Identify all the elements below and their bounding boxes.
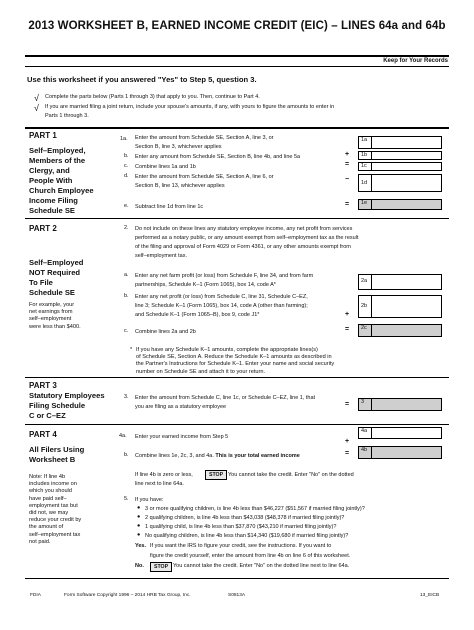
- worksheet-title: 2013 WORKSHEET B, EARNED INCOME CREDIT (EIC) – LINES 64a and 64b: [28, 20, 446, 32]
- stop-badge: STOP: [205, 470, 227, 480]
- op-plus: +: [345, 438, 350, 445]
- box-4b: 4b: [358, 446, 372, 459]
- line-1c-text: Combine lines 1a and 1b: [135, 164, 196, 170]
- line-number: d.: [124, 173, 129, 179]
- footer-code: S0813A: [228, 593, 246, 598]
- footer-left: FDIA: [30, 593, 41, 598]
- line-number: b.: [124, 293, 129, 299]
- line-number: b.: [124, 153, 129, 159]
- line-4b-text: Combine lines 1e, 2c, 3, and 4a. This is your total earned income: [135, 453, 300, 459]
- no-text: You cannot take the credit. Enter "No" on the dotted line next to line 64a.: [173, 563, 350, 569]
- line-1a-text: Enter the amount from Schedule SE, Section A, line 3, or: [135, 135, 274, 141]
- line-number: e.: [124, 203, 129, 209]
- line-5-text: If you have:: [135, 497, 164, 503]
- box-1d: 1d: [358, 174, 372, 192]
- part1-rule: [25, 127, 449, 129]
- zero-text: You cannot take the credit. Enter "No" on the dotted: [228, 472, 354, 478]
- amount-field-2b[interactable]: [372, 295, 442, 318]
- part2-title: Self–Employed NOT Required To File Schedule SE: [29, 258, 84, 297]
- box-1c: 1c: [358, 162, 372, 171]
- box-4a: 4a: [358, 427, 372, 439]
- yes-label: Yes.: [135, 543, 147, 549]
- bullet-text: 2 qualifying children, is line 4b less than $43,038 ($48,378 if married filing jointly)?: [145, 515, 345, 521]
- line-number: 3.: [124, 394, 129, 400]
- amount-field-1c[interactable]: [372, 162, 442, 171]
- line-3-text: Enter the amount from Schedule C, line 1c, or Schedule C–EZ, line 1, that you are filing as a statutory employee: [135, 395, 316, 410]
- bottom-rule: [25, 578, 449, 579]
- keep-records: Keep for Your Records: [383, 58, 448, 64]
- box-1a: 1a: [358, 136, 372, 149]
- op-equals: =: [345, 326, 350, 333]
- title-rule-2: [25, 66, 449, 67]
- part4-rule: [25, 424, 449, 425]
- amount-field-4b[interactable]: [372, 446, 442, 459]
- part4-title: All Filers Using Worksheet B: [29, 445, 85, 464]
- part4-label: PART 4: [29, 430, 57, 439]
- op-equals: =: [345, 450, 350, 457]
- box-3: 3: [358, 398, 372, 411]
- zero-text: If line 4b is zero or less,: [135, 472, 193, 478]
- part1-title: Self–Employed, Members of the Clergy, and People With Church Employee Income Filing Schedule SE: [29, 146, 94, 215]
- intro-line-1: Complete the parts below (Parts 1 through 3) that apply to you. Then, continue to Part 4.: [45, 94, 260, 100]
- bullet-text: 1 qualifying child, is line 4b less than $37,870 ($43,210 if married filing jointly)?: [145, 524, 337, 530]
- line-number: a.: [124, 272, 129, 278]
- intro-line-3: Parts 1 through 3.: [45, 113, 89, 119]
- line-number: 5.: [124, 496, 129, 502]
- op-equals: =: [345, 401, 350, 408]
- line-1b-text: Enter any amount from Schedule SE, Section B, line 4b, and line 5a: [135, 154, 301, 160]
- line-number: b.: [124, 452, 129, 458]
- line-number: c.: [124, 163, 129, 169]
- amount-field-2a[interactable]: [372, 274, 442, 290]
- box-2c: 2c: [358, 324, 372, 337]
- yes-text: If you want the IRS to figure your credit, see the instructions. If you want to: [150, 543, 332, 549]
- bullet-icon: ●: [137, 514, 141, 520]
- line-4a-text: Enter your earned income from Step 5: [135, 434, 229, 440]
- title-rule: [25, 55, 449, 57]
- yes-text: figure the credit yourself, enter the amount from line 4b on line 6 of this worksheet.: [150, 553, 351, 559]
- box-1b: 1b: [358, 151, 372, 160]
- stop-badge: STOP: [150, 562, 172, 572]
- footnote-star: *: [130, 347, 133, 353]
- amount-field-2c[interactable]: [372, 324, 442, 337]
- bullet-text: 3 or more qualifying children, is line 4b less than $46,227 ($51,567 if married filing jointly)?: [145, 506, 365, 512]
- line-1e-text: Subtract line 1d from line 1c: [135, 204, 204, 210]
- line-2-text: Do not include on these lines any statutory employee income, any net profit from services performed as a notary public, or any amount exempt from self–employment tax as the result of the filing and approval of Form 4029 or Form 4361, or any other amounts exempt from self–employment tax.: [135, 226, 359, 259]
- part2-note: For example, your net earnings from self–employment were less than $400.: [29, 302, 81, 330]
- part4-note: Note: If line 4b includes income on which you should have paid self– employment tax but did not, we may reduce your credit by the amount of self–employment tax not paid.: [29, 474, 82, 545]
- op-plus: +: [345, 311, 350, 318]
- bullet-icon: ●: [137, 505, 141, 511]
- op-minus: −: [345, 176, 350, 183]
- line-number: 1a.: [120, 136, 128, 142]
- op-equals: =: [345, 161, 350, 168]
- part1-label: PART 1: [29, 131, 57, 140]
- amount-field-4a[interactable]: [372, 427, 442, 439]
- amount-field-1e[interactable]: [372, 199, 442, 210]
- part3-rule: [25, 377, 449, 378]
- op-equals: =: [345, 201, 350, 208]
- box-1e: 1e: [358, 199, 372, 210]
- line-2b-text: Enter any net profit (or loss) from Schedule C, line 31, Schedule C–EZ, line 3; Schedule K–1 (Form 1065), box 14, code A (other than farming); and Schedule K–1 (Form 1065–B), box 9, code J1*: [135, 294, 308, 318]
- footer-right: 13_EICB: [420, 593, 440, 598]
- zero-text: line next to line 64a.: [135, 481, 184, 487]
- amount-field-1a[interactable]: [372, 136, 442, 149]
- use-statement: Use this worksheet if you answered "Yes" to Step 5, question 3.: [27, 75, 257, 84]
- intro-line-2: If you are married filing a joint return, include your spouse's amounts, if any, with yours to figure the amounts to enter in: [45, 104, 335, 110]
- footer-copyright: Form Software Copyright 1996 – 2014 HRB Tax Group, Inc.: [64, 593, 191, 598]
- op-plus: +: [345, 151, 350, 158]
- amount-field-3[interactable]: [372, 398, 442, 411]
- line-1d-text: Enter the amount from Schedule SE, Section A, line 6, or: [135, 174, 274, 180]
- bullet-icon: ●: [137, 532, 141, 538]
- line-number: 2.: [124, 225, 129, 231]
- part2-rule: [25, 218, 449, 219]
- part3-label: PART 3: [29, 381, 57, 390]
- line-1a-text: Section B, line 3, whichever applies: [135, 144, 222, 150]
- amount-field-1b[interactable]: [372, 151, 442, 160]
- line-2a-text: Enter any net farm profit (or loss) from Schedule F, line 34, and from farm partnerships, Schedule K–1 (Form 1065), box 14, code A*: [135, 273, 314, 288]
- line-2c-text: Combine lines 2a and 2b: [135, 329, 196, 335]
- amount-field-1d[interactable]: [372, 174, 442, 192]
- line-number: 4a.: [119, 433, 127, 439]
- line-1d-text: Section B, line 13, whichever applies: [135, 183, 225, 189]
- box-2a: 2a: [358, 274, 372, 290]
- box-2b: 2b: [358, 295, 372, 318]
- bullet-text: No qualifying children, is line 4b less than $14,340 ($19,680 if married filing jointly)?: [145, 533, 349, 539]
- part2-label: PART 2: [29, 224, 57, 233]
- check-icon: √: [34, 103, 39, 113]
- check-icon: √: [34, 93, 39, 103]
- part3-title: Statutory Employees Filing Schedule C or C–EZ: [29, 391, 105, 420]
- bullet-icon: ●: [137, 523, 141, 529]
- part2-footnote: If you have any Schedule K–1 amounts, complete the appropriate lines(s) of Schedule SE, Section A. Reduce the Schedule K–1 amounts as described in the Partner's Instructions for Schedule K–1. Enter your name and social security number on Schedule SE and attach it to your return.: [136, 347, 335, 375]
- no-label: No.: [135, 563, 144, 569]
- line-number: c.: [124, 328, 129, 334]
